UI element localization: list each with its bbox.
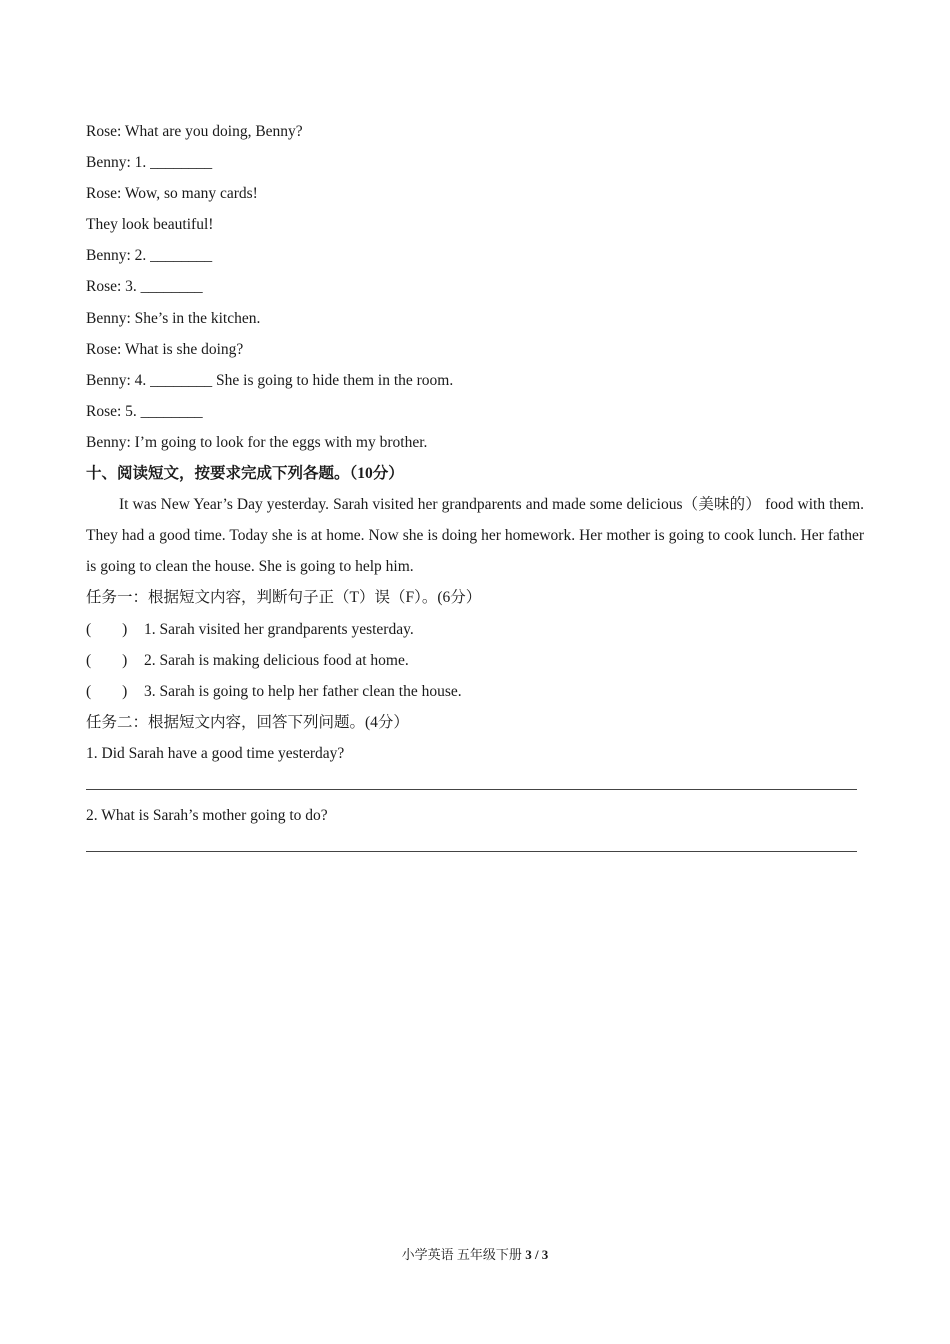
dialogue-line: Benny: I’m going to look for the eggs with my brother. xyxy=(86,433,428,451)
dialogue-line: Rose: Wow, so many cards! xyxy=(86,185,258,203)
page-footer xyxy=(0,1244,950,1263)
dialogue-line: Rose: 5. ________ xyxy=(86,402,203,420)
dialogue-line: Benny: 1. ________ xyxy=(86,154,213,172)
dialogue-line: Rose: What is she doing? xyxy=(86,340,244,358)
question: 2. What is Sarah’s mother going to do? xyxy=(86,807,328,825)
dialogue-line: Rose: 3. ________ xyxy=(86,278,203,296)
dialogue-line: Benny: She’s in the kitchen. xyxy=(86,309,261,327)
dialogue-line: They look beautiful! xyxy=(86,216,214,234)
dialogue-line: Benny: 4. ________ She is going to hide them in the room. xyxy=(86,371,454,389)
statement-text: 2. Sarah is making delicious food at home. xyxy=(144,651,409,669)
worksheet-page xyxy=(86,116,864,862)
statement-text: 1. Sarah visited her grandparents yesterday. xyxy=(144,620,414,638)
answer-line[interactable] xyxy=(86,769,864,800)
answer-bracket[interactable]: ( ) xyxy=(86,620,128,638)
statement-text: 3. Sarah is going to help her father clean the house. xyxy=(144,682,462,700)
task-2-title: 任务二：根据短文内容，回答下列问题。(4分） xyxy=(86,713,409,731)
true-false-item xyxy=(86,614,864,645)
reading-passage: It was New Year’s Day yesterday. Sarah visited her grandparents and made some delicious（美味的） food with them. They had a good time. Today she is at home. Now she is doing her homework. Her mother is going to cook lunch. Her father is going to clean the house. She is going to help him. xyxy=(86,496,864,576)
section-10-title: 十、阅读短文，按要求完成下列各题。（10分） xyxy=(86,465,404,483)
answer-bracket[interactable]: ( ) xyxy=(86,651,128,669)
page-number: 3 / 3 xyxy=(525,1247,549,1262)
answer-bracket[interactable]: ( ) xyxy=(86,682,128,700)
true-false-item xyxy=(86,676,864,707)
question: 1. Did Sarah have a good time yesterday? xyxy=(86,744,345,762)
dialogue xyxy=(86,116,864,458)
answer-line[interactable] xyxy=(86,831,864,862)
task-1-title: 任务一：根据短文内容，判断句子正（T）误（F）。(6分） xyxy=(86,589,482,607)
footer-label: 小学英语 五年级下册 xyxy=(401,1247,526,1262)
true-false-item xyxy=(86,645,864,676)
dialogue-line: Rose: What are you doing, Benny? xyxy=(86,123,303,140)
dialogue-line: Benny: 2. ________ xyxy=(86,247,213,265)
